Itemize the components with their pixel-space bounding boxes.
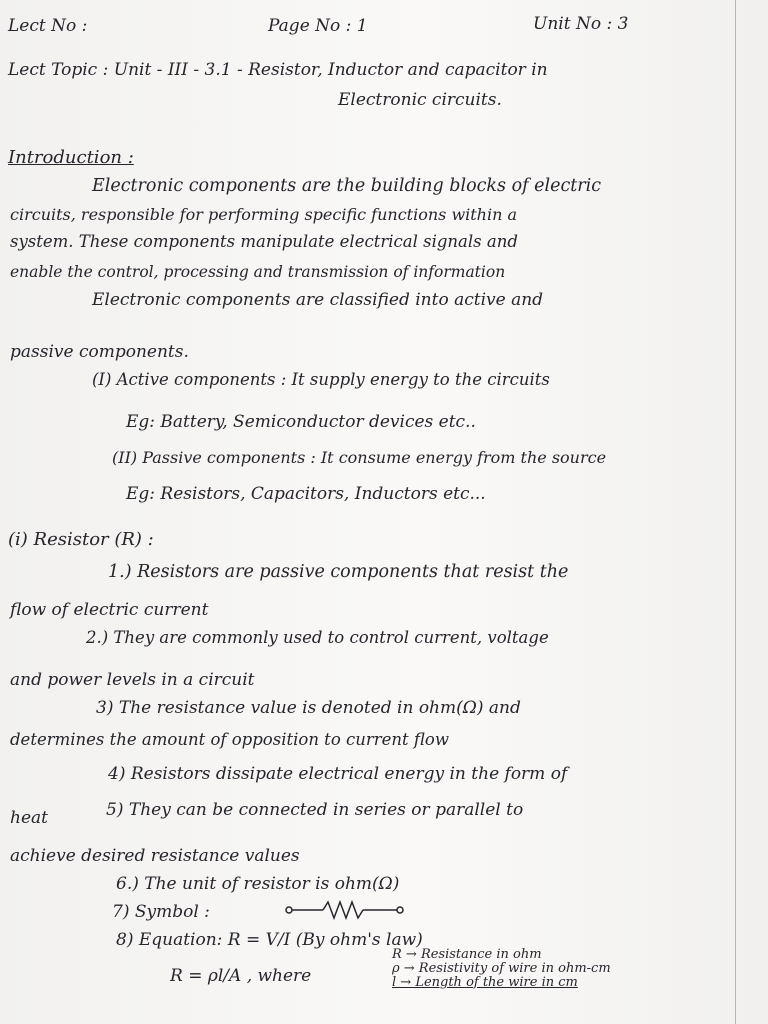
active-examples: Eg: Battery, Semiconductor devices etc.. (126, 412, 476, 432)
intro-line-4: enable the control, processing and transmission of information (10, 263, 506, 281)
resistor-point-8: 8) Equation: R = V/I (By ohm's law) (116, 930, 423, 950)
resistor-point-2-cont: and power levels in a circuit (10, 670, 255, 690)
resistor-point-5: 5) They can be connected in series or parallel to (106, 800, 524, 820)
lecture-topic-continued: Electronic circuits. (338, 90, 502, 110)
lecture-topic: Lect Topic : Unit - III - 3.1 - Resistor, Inductor and capacitor in (8, 60, 548, 80)
resistor-point-4-cont: heat (10, 808, 48, 828)
resistor-point-3-cont: determines the amount of opposition to current flow (10, 730, 449, 749)
resistor-point-2: 2.) They are commonly used to control current, voltage (86, 628, 549, 647)
passive-examples: Eg: Resistors, Capacitors, Inductors etc... (126, 484, 486, 504)
resistor-heading: (i) Resistor (R) : (8, 529, 154, 550)
lect-no: Lect No : (8, 16, 88, 36)
resistor-point-7: 7) Symbol : (112, 902, 210, 922)
resistor-point-6: 6.) The unit of resistor is ohm(Ω) (116, 874, 400, 894)
intro-line-2: circuits, responsible for performing specific functions within a (10, 205, 518, 224)
intro-line-5: Electronic components are classified into active and (92, 290, 544, 310)
intro-line-3: system. These components manipulate electrical signals and (10, 232, 518, 251)
resistor-point-4: 4) Resistors dissipate electrical energy in the form of (108, 764, 568, 784)
legend-resistivity: ρ → Resistivity of wire in ohm-cm (392, 961, 611, 976)
unit-no: Unit No : 3 (533, 14, 629, 34)
page-no: Page No : 1 (268, 16, 368, 36)
resistivity-equation: R = ρl/A , where (170, 966, 312, 986)
active-components: (I) Active components : It supply energy to the circuits (92, 370, 550, 389)
intro-line-1: Electronic components are the building blocks of electric (92, 176, 602, 196)
intro-line-6: passive components. (10, 342, 189, 362)
resistor-point-3: 3) The resistance value is denoted in ohm(Ω) and (96, 698, 521, 718)
resistor-symbol (285, 898, 415, 922)
resistor-point-1: 1.) Resistors are passive components that resist the (108, 562, 569, 582)
resistor-point-1-cont: flow of electric current (10, 600, 209, 620)
legend-resistance: R → Resistance in ohm (392, 947, 542, 962)
legend-length: l → Length of the wire in cm (392, 975, 578, 990)
margin-line (735, 0, 736, 1024)
introduction-heading: Introduction : (8, 147, 134, 168)
resistor-point-5-cont: achieve desired resistance values (10, 846, 300, 866)
passive-components: (II) Passive components : It consume energy from the source (112, 448, 607, 467)
